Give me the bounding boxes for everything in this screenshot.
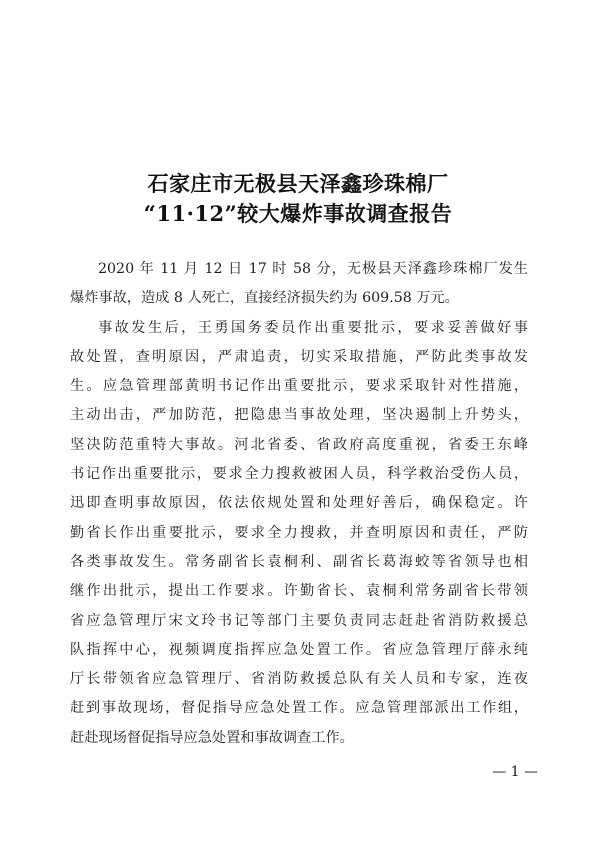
paragraph-2-line-6: 书记作出重要批示，要求全力搜救被困人员，科学救治受伤人员， [70, 466, 528, 483]
paragraph-2-line-8: 勤省长作出重要批示，要求全力搜救，并查明原因和责任，严防 [70, 524, 528, 541]
paragraph-2-line-1: 事故发生后，王勇国务委员作出重要批示，要求妥善做好事 [98, 319, 528, 336]
paragraph-2-line-3: 生。应急管理部黄明书记作出重要批示，要求采取针对性措施， [70, 378, 528, 395]
paragraph-2-line-14: 赶到事故现场，督促指导应急处置工作。应急管理部派出工作组， [70, 700, 528, 717]
paragraph-2-line-7: 迅即查明事故原因，依法依规处置和处理好善后，确保稳定。许 [70, 495, 528, 512]
paragraph-2-line-5: 坚决防范重特大事故。河北省委、省政府高度重视，省委王东峰 [70, 436, 528, 453]
paragraph-2-line-11: 省应急管理厅宋文玲书记等部门主要负责同志赶赴省消防救援总 [70, 612, 528, 629]
paragraph-2-line-9: 各类事故发生。常务副省长袁桐利、副省长葛海蛟等省领导也相 [70, 553, 528, 570]
paragraph-2-line-10: 继作出批示，提出工作要求。许勤省长、袁桐利常务副省长带领 [70, 583, 528, 600]
paragraph-2-line-12: 队指挥中心，视频调度指挥应急处置工作。省应急管理厅薛永纯 [70, 641, 528, 658]
report-body [70, 255, 528, 753]
paragraph-2-line-13: 厅长带领省应急管理厅、省消防救援总队有关人员和专家，连夜 [70, 671, 528, 688]
paragraph-2-line-4: 主动出击，严加防范，把隐患当事故处理，坚决遏制上升势头， [70, 407, 528, 424]
report-title-line-2: “11·12”较大爆炸事故调查报告 [143, 201, 453, 226]
paragraph-1-line-1: 2020 年 11 月 12 日 17 时 58 分，无极县天泽鑫珍珠棉厂发生 [98, 261, 528, 277]
paragraph-1-line-2: 爆炸事故，造成 8 人死亡，直接经济损失约为 609.58 万元。 [70, 290, 459, 307]
paragraph-2-line-15: 赶赴现场督促指导应急处置和事故调查工作。 [70, 729, 354, 746]
page-number: — 1 — [492, 764, 538, 780]
report-title-line-1: 石家庄市无极县天泽鑫珍珠棉厂 [147, 171, 449, 196]
paragraph-2-line-2: 故处置，查明原因，严肃追责，切实采取措施，严防此类事故发 [70, 348, 528, 365]
